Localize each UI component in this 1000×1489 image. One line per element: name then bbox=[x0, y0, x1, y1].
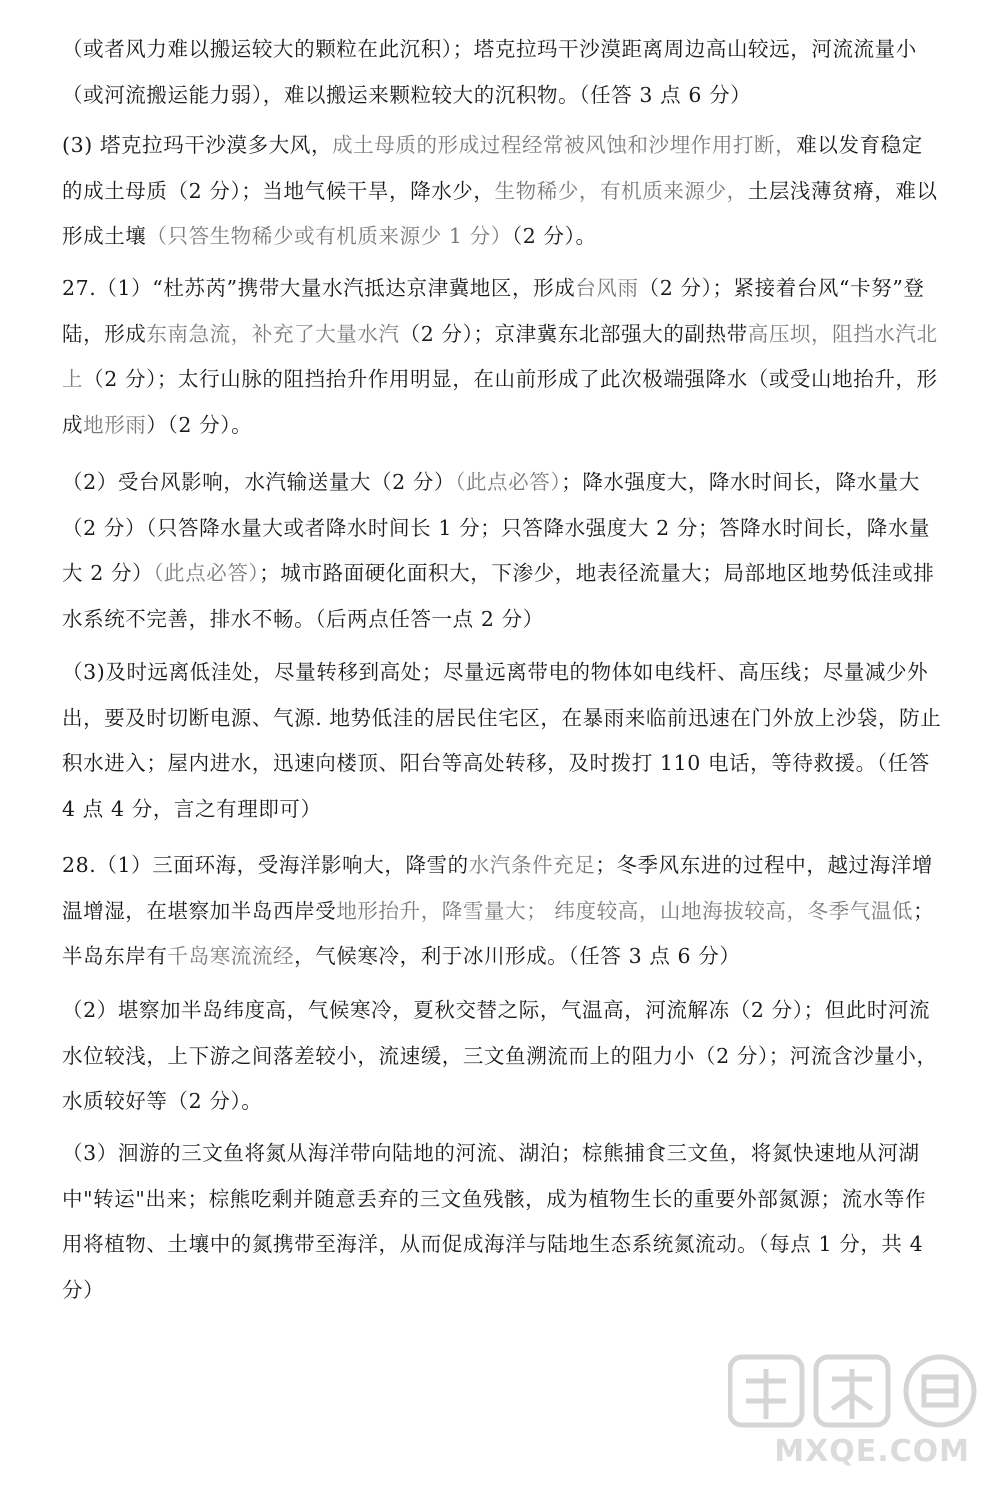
paragraph-text-highlight: 地形抬升，降雪量大； 纬度较高，山地海拔较高，冬季气温低 bbox=[336, 898, 914, 923]
paragraph-text-highlight: （此点必答） bbox=[455, 470, 562, 494]
paragraph-text: ；冬季风东进的过程中，越过海洋增温增湿，在堪察加半岛西岸受 bbox=[62, 853, 933, 923]
paragraph-text: ； 半岛东岸有 bbox=[62, 898, 935, 968]
paragraph-text-highlight: 台风雨 bbox=[575, 276, 639, 300]
paragraph-text: （2）受台风影响，水汽输送量大（2 分） bbox=[62, 470, 456, 494]
paragraph-text: 土层浅薄贫瘠，难以形成土壤 bbox=[62, 178, 938, 248]
answer-paragraph-28-3 bbox=[62, 1131, 942, 1313]
paragraph-text: （或者风力难以搬运较大的颗粒在此沉积）；塔克拉玛干沙漠距离周边高山较远，河流流量小（或河流搬运能力弱），难以搬运来颗粒较大的沉积物。（任答 3 点 6 分） bbox=[62, 37, 917, 107]
paragraph-text: 27.（1）“杜苏芮”携带大量水汽抵达京津冀地区，形成 bbox=[62, 276, 576, 300]
paragraph-text-highlight: （此点必答） bbox=[153, 561, 260, 585]
paragraph-text-highlight: 水汽条件充足 bbox=[468, 853, 596, 877]
watermark-url: MXQE.COM bbox=[774, 1434, 970, 1469]
answer-paragraph-26-3 bbox=[62, 123, 942, 260]
paragraph-text: ，气候寒冷，利于冰川形成。（任答 3 点 6 分） bbox=[294, 944, 741, 968]
paragraph-text-highlight: 东南急流，补充了大量水汽 bbox=[146, 321, 400, 346]
paragraph-text-highlight: 生物稀少，有机质来源少， bbox=[494, 178, 748, 203]
paragraph-text: ；城市路面硬化面积大，下渗少，地表径流量大；局部地区地势低洼或排水系统不完善，排水不畅。（后两点任答一点 2 分） bbox=[62, 561, 935, 631]
paragraph-text: （2 分）。 bbox=[511, 224, 597, 248]
answer-paragraph-26-2-continued bbox=[62, 27, 942, 118]
paragraph-text: （2 分）；太行山脉的阻挡抬升作用明显，在山前形成了此次极端强降水（或受山地抬升，形成 bbox=[62, 367, 938, 437]
answer-paragraph-27-1 bbox=[62, 266, 942, 448]
paragraph-text: ）（2 分）。 bbox=[146, 412, 253, 437]
answer-paragraph-27-3 bbox=[62, 650, 942, 832]
paragraph-text: 难以发育稳定的成土母质（2 分）；当地气候干旱，降水少， bbox=[62, 133, 923, 203]
paragraph-text: （3）洄游的三文鱼将氮从海洋带向陆地的河流、湖泊；棕熊捕食三文鱼，将氮快速地从河湖中"转运"出来；棕熊吃剩并随意丢弃的三文鱼残骸，成为植物生长的重要外部氮源；流水等作用将植物、土壤中的氮携带至海洋，从而促成海洋与陆地生态系统氮流动。（每点 1 分，共 4 分） bbox=[62, 1141, 927, 1302]
paragraph-text-highlight: （只答生物稀少或有机质来源少 1 分） bbox=[146, 224, 512, 248]
paragraph-text-highlight: 高压坝，阻挡水汽北上 bbox=[62, 321, 938, 391]
paragraph-text: 28.（1）三面环海，受海洋影响大，降雪的 bbox=[62, 853, 469, 877]
paragraph-text-highlight: 千岛寒流流经 bbox=[167, 944, 295, 968]
paragraph-text-highlight: 地形雨 bbox=[83, 412, 147, 437]
paragraph-text: （3)及时远离低洼处，尽量转移到高处；尽量远离带电的物体如电线杆、高压线；尽量减少外出，要及时切断电源、气源. 地势低洼的居民住宅区，在暴雨来临前迅速在门外放上沙袋，防止积水进入；屋内进水，迅速向楼顶、阳台等高处转移，及时拨打 110 电话，等待救援。（任答 4 点 4 分，言之有理即可） bbox=[62, 660, 942, 821]
paragraph-text: （2 分）；紧接着台风“卡努”登陆，形成 bbox=[62, 276, 925, 346]
answer-paragraph-28-2 bbox=[62, 988, 942, 1125]
paragraph-text: （2）堪察加半岛纬度高，气候寒冷，夏秋交替之际，气温高，河流解冻（2 分）；但此时河流水位较浅，上下游之间落差较小，流速缓，三文鱼溯流而上的阻力小（2 分）；河流含沙量小，水质较好等（2 分）。 bbox=[62, 998, 938, 1113]
paragraph-text: (3) 塔克拉玛干沙漠多大风， bbox=[62, 133, 333, 157]
paragraph-text-highlight: 成土母质的形成过程经常被风蚀和沙埋作用打断， bbox=[332, 133, 797, 157]
site-watermark bbox=[728, 1345, 978, 1475]
paragraph-text: （2 分）；京津冀东北部强大的副热带 bbox=[399, 321, 748, 346]
answer-paragraph-28-1 bbox=[62, 843, 942, 980]
watermark-logo-icon bbox=[728, 1351, 978, 1431]
answer-paragraph-27-2 bbox=[62, 460, 942, 642]
paragraph-text: ；降水强度大，降水时间长，降水量大（2 分）（只答降水量大或者降水时间长 1 分；只答降水强度大 2 分；答降水时间长，降水量大 2 分） bbox=[62, 470, 931, 585]
